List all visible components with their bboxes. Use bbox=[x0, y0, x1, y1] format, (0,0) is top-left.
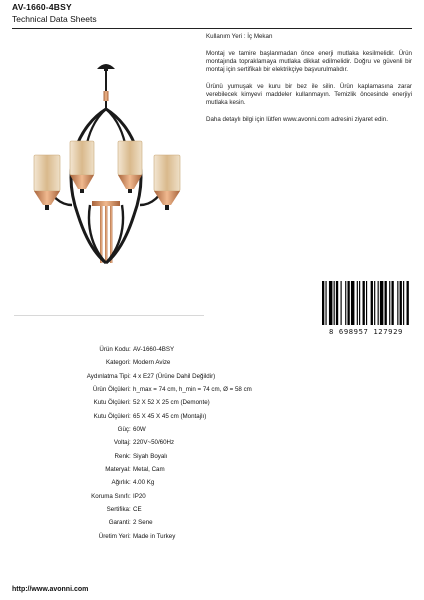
barcode-bar bbox=[359, 281, 360, 325]
spec-row-protection-class bbox=[0, 493, 424, 506]
spec-row-lighting-type bbox=[0, 373, 424, 386]
spec-value: 4 x E27 (Ürüne Dahil Değildir) bbox=[133, 372, 216, 380]
spec-label: Aydınlatma Tipi bbox=[86, 372, 129, 380]
spec-colon: : bbox=[129, 519, 131, 527]
barcode-bar bbox=[322, 281, 324, 325]
barcode-bar bbox=[334, 281, 335, 325]
spec-label: Ağırlık bbox=[111, 479, 129, 487]
barcode-bar bbox=[400, 281, 402, 325]
barcode-bar bbox=[341, 281, 342, 325]
safety-paragraph: Montaj ve tamire başlanmadan önce enerji mutlaka kesilmelidir. Ürün montajında topraklamaya mutlaka dikkat edilmelidir. Doğru ve güvenli bir montaj için sertifikalı bir elektrikçiye başvurulmalıdır. bbox=[206, 50, 412, 73]
barcode bbox=[320, 281, 412, 337]
barcode-bar bbox=[374, 281, 375, 325]
spec-label: Koruma Sınıfı bbox=[91, 492, 129, 500]
spec-colon: : bbox=[129, 506, 131, 514]
spec-label: Renk bbox=[114, 452, 129, 460]
spec-label: Ürün Kodu bbox=[99, 346, 129, 353]
usage-line: Kullanım Yeri : İç Mekan bbox=[206, 33, 273, 40]
spec-label: Kutu Ölçüleri bbox=[93, 399, 129, 407]
document-code: AV-1660-4BSY bbox=[12, 2, 72, 12]
spec-row-warranty bbox=[0, 519, 424, 532]
spec-colon: : bbox=[129, 466, 131, 474]
spec-colon: : bbox=[129, 412, 131, 420]
barcode-bar bbox=[403, 281, 404, 325]
chandelier-product-image bbox=[20, 55, 195, 270]
barcode-bar bbox=[391, 281, 393, 325]
spec-label: Kategori bbox=[105, 359, 129, 367]
barcode-bar bbox=[366, 281, 367, 325]
spec-value: 60W bbox=[133, 426, 146, 434]
spec-row-product-dimensions bbox=[0, 386, 424, 399]
spec-colon: : bbox=[129, 359, 131, 367]
spec-value: 52 X 52 X 25 cm (Demonte) bbox=[133, 399, 210, 407]
barcode-bar bbox=[371, 281, 373, 325]
spec-colon: : bbox=[129, 492, 131, 500]
spec-colon: : bbox=[129, 532, 131, 540]
spec-label: Ürün Ölçüleri bbox=[92, 386, 129, 394]
spec-colon: : bbox=[129, 399, 131, 407]
barcode-bar bbox=[357, 281, 358, 325]
spec-colon: : bbox=[129, 346, 131, 353]
spec-row-production-place bbox=[0, 533, 424, 546]
spec-row-certificate bbox=[0, 506, 424, 519]
section-divider bbox=[14, 315, 204, 316]
spec-row-material bbox=[0, 466, 424, 479]
barcode-bars bbox=[322, 281, 410, 325]
spec-table bbox=[0, 346, 424, 546]
barcode-bar bbox=[378, 281, 379, 325]
spec-row-product-code bbox=[0, 346, 424, 359]
spec-colon: : bbox=[129, 479, 131, 487]
spec-label: Materyal bbox=[105, 466, 129, 474]
spec-value: 65 X 45 X 45 cm (Montajlı) bbox=[133, 412, 207, 420]
barcode-bar bbox=[389, 281, 390, 325]
spec-colon: : bbox=[129, 372, 131, 380]
spec-value: CE bbox=[133, 506, 142, 514]
usage-value: İç Mekan bbox=[247, 33, 273, 40]
spec-label: Voltaj bbox=[113, 439, 129, 447]
spec-value: Made in Turkey bbox=[133, 532, 176, 540]
website-paragraph: Daha detaylı bilgi için lütfen www.avonni.com adresini ziyaret edin. bbox=[206, 116, 388, 123]
spec-label: Garanti bbox=[108, 519, 129, 527]
cleaning-paragraph: Ürünü yumuşak ve kuru bir bez ile silin. Ürün kaplamasına zarar verebilecek kimyevi maddeler kullanmayın. Temizlik öncesinde enerjiyi mutlaka kesin. bbox=[206, 83, 412, 106]
spec-label: Sertifika bbox=[106, 506, 129, 514]
barcode-bar bbox=[336, 281, 338, 325]
spec-value: Metal, Cam bbox=[133, 466, 165, 474]
spec-value: Modern Avize bbox=[133, 359, 171, 367]
barcode-bar bbox=[385, 281, 387, 325]
barcode-bar bbox=[325, 281, 326, 325]
barcode-bar bbox=[407, 281, 409, 325]
barcode-bar bbox=[380, 281, 383, 325]
spec-colon: : bbox=[129, 386, 131, 394]
spec-value: 220V~50/60Hz bbox=[133, 439, 175, 447]
barcode-bar bbox=[363, 281, 365, 325]
spec-value: 4.00 Kg bbox=[133, 479, 155, 487]
spec-label: Üretim Yeri bbox=[98, 532, 129, 540]
spec-row-box-dimensions-demonte bbox=[0, 399, 424, 412]
spec-row-category bbox=[0, 359, 424, 372]
header-divider bbox=[12, 28, 412, 29]
spec-label: Kutu Ölçüleri bbox=[93, 412, 129, 420]
spec-colon: : bbox=[129, 452, 131, 460]
spec-value: IP20 bbox=[133, 492, 146, 500]
spec-value: 2 Sene bbox=[133, 519, 153, 527]
barcode-bar bbox=[351, 281, 354, 325]
spec-row-color bbox=[0, 453, 424, 466]
barcode-bar bbox=[329, 281, 332, 325]
info-column bbox=[206, 33, 412, 133]
spec-row-power bbox=[0, 426, 424, 439]
spec-colon: : bbox=[129, 439, 131, 447]
spec-value: h_max = 74 cm, h_min = 74 cm, Ø = 58 cm bbox=[133, 386, 252, 394]
spec-value: AV-1660-4BSY bbox=[133, 346, 175, 353]
document-title: Technical Data Sheets bbox=[12, 14, 97, 24]
spec-colon: : bbox=[129, 426, 131, 434]
barcode-bar bbox=[397, 281, 398, 325]
spec-label: Güç bbox=[117, 426, 129, 434]
spec-row-voltage bbox=[0, 439, 424, 452]
spec-row-box-dimensions-assembled bbox=[0, 413, 424, 426]
barcode-digits: 8 698957 127929 bbox=[329, 327, 403, 336]
footer-website-link[interactable]: http://www.avonni.com bbox=[12, 586, 89, 593]
barcode-bar bbox=[345, 281, 346, 325]
barcode-bar bbox=[347, 281, 349, 325]
usage-label: Kullanım Yeri bbox=[206, 33, 243, 40]
spec-value: Siyah Boyalı bbox=[133, 452, 168, 460]
spec-row-weight bbox=[0, 479, 424, 492]
